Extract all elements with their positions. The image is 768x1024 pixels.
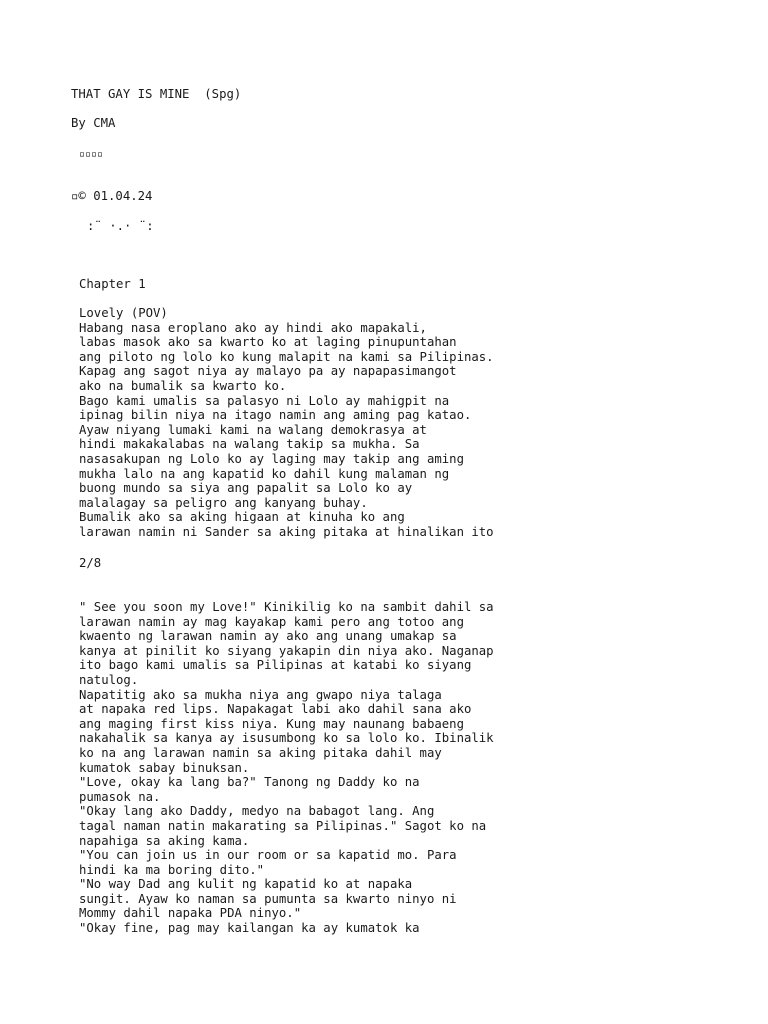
author-byline: By CMA <box>71 116 116 130</box>
ornament-glyphs: ▫▫▫▫ <box>79 149 104 160</box>
copyright-line: ▫© 01.04.24 <box>71 189 153 203</box>
chapter-heading: Chapter 1 <box>79 277 146 291</box>
document-title: THAT GAY IS MINE (Spg) <box>71 87 242 101</box>
body-paragraph-2: " See you soon my Love!" Kinikilig ko na sambit dahil sa larawan namin ay mag kayakap kami pero ang totoo ang kwaento ng larawan namin ay ako ang unang umakap sa kanya at pinilit ko siyang yakapin din niya ako. Naganap ito bago kami umalis sa Pilipinas at katabi ko siyang natulog. Napatitig ako sa mukha niya ang gwapo niya talaga at napaka red lips. Napakagat labi ako dahil sana ako ang maging first kiss niya. Kung may naunang babaeng nakahalik sa kanya ay isusumbong ko sa lolo ko. Ibinalik ko na ang larawan namin sa aking pitaka dahil may kumatok sabay binuksan. "Love, okay ka lang ba?" Tanong ng Daddy ko na pumasok na. "Okay lang ako Daddy, medyo na babagot lang. Ang tagal naman natin makarating sa Pilipinas." Sagot ko na napahiga sa aking kama. "You can join us in our room or sa kapatid mo. Para hindi ka ma boring dito." "No way Dad ang kulit ng kapatid ko at napaka sungit. Ayaw ko naman sa pumunta sa kwarto ninyo ni Mommy dahil napaka PDA ninyo." "Okay fine, pag may kailangan ka ay kumatok ka <box>79 600 494 936</box>
body-paragraph-1: Lovely (POV) Habang nasa eroplano ako ay hindi ako mapakali, labas masok ako sa kwarto ko at laging pinupuntahan ang piloto ng lolo ko kung malapit na kami sa Pilipinas. Kapag ang sagot niya ay malayo pa ay napapasimangot ako na bumalik sa kwarto ko. Bago kami umalis sa palasyo ni Lolo ay mahigpit na ipinag bilin niya na itago namin ang aming pag katao. Ayaw niyang lumaki kami na walang demokrasya at hindi makakalabas na walang takip sa mukha. Sa nasasakupan ng Lolo ko ay laging may takip ang aming mukha lalo na ang kapatid ko dahil kung malaman ng buong mundo sa siya ang papalit sa Lolo ko ay malalagay sa peligro ang kanyang buhay. Bumalik ako sa aking higaan at kinuha ko ang larawan namin ni Sander sa aking pitaka at hinalikan ito <box>79 306 494 539</box>
section-divider: :¨ ·.· ¨: <box>87 219 154 233</box>
page-marker: 2/8 <box>79 556 102 570</box>
